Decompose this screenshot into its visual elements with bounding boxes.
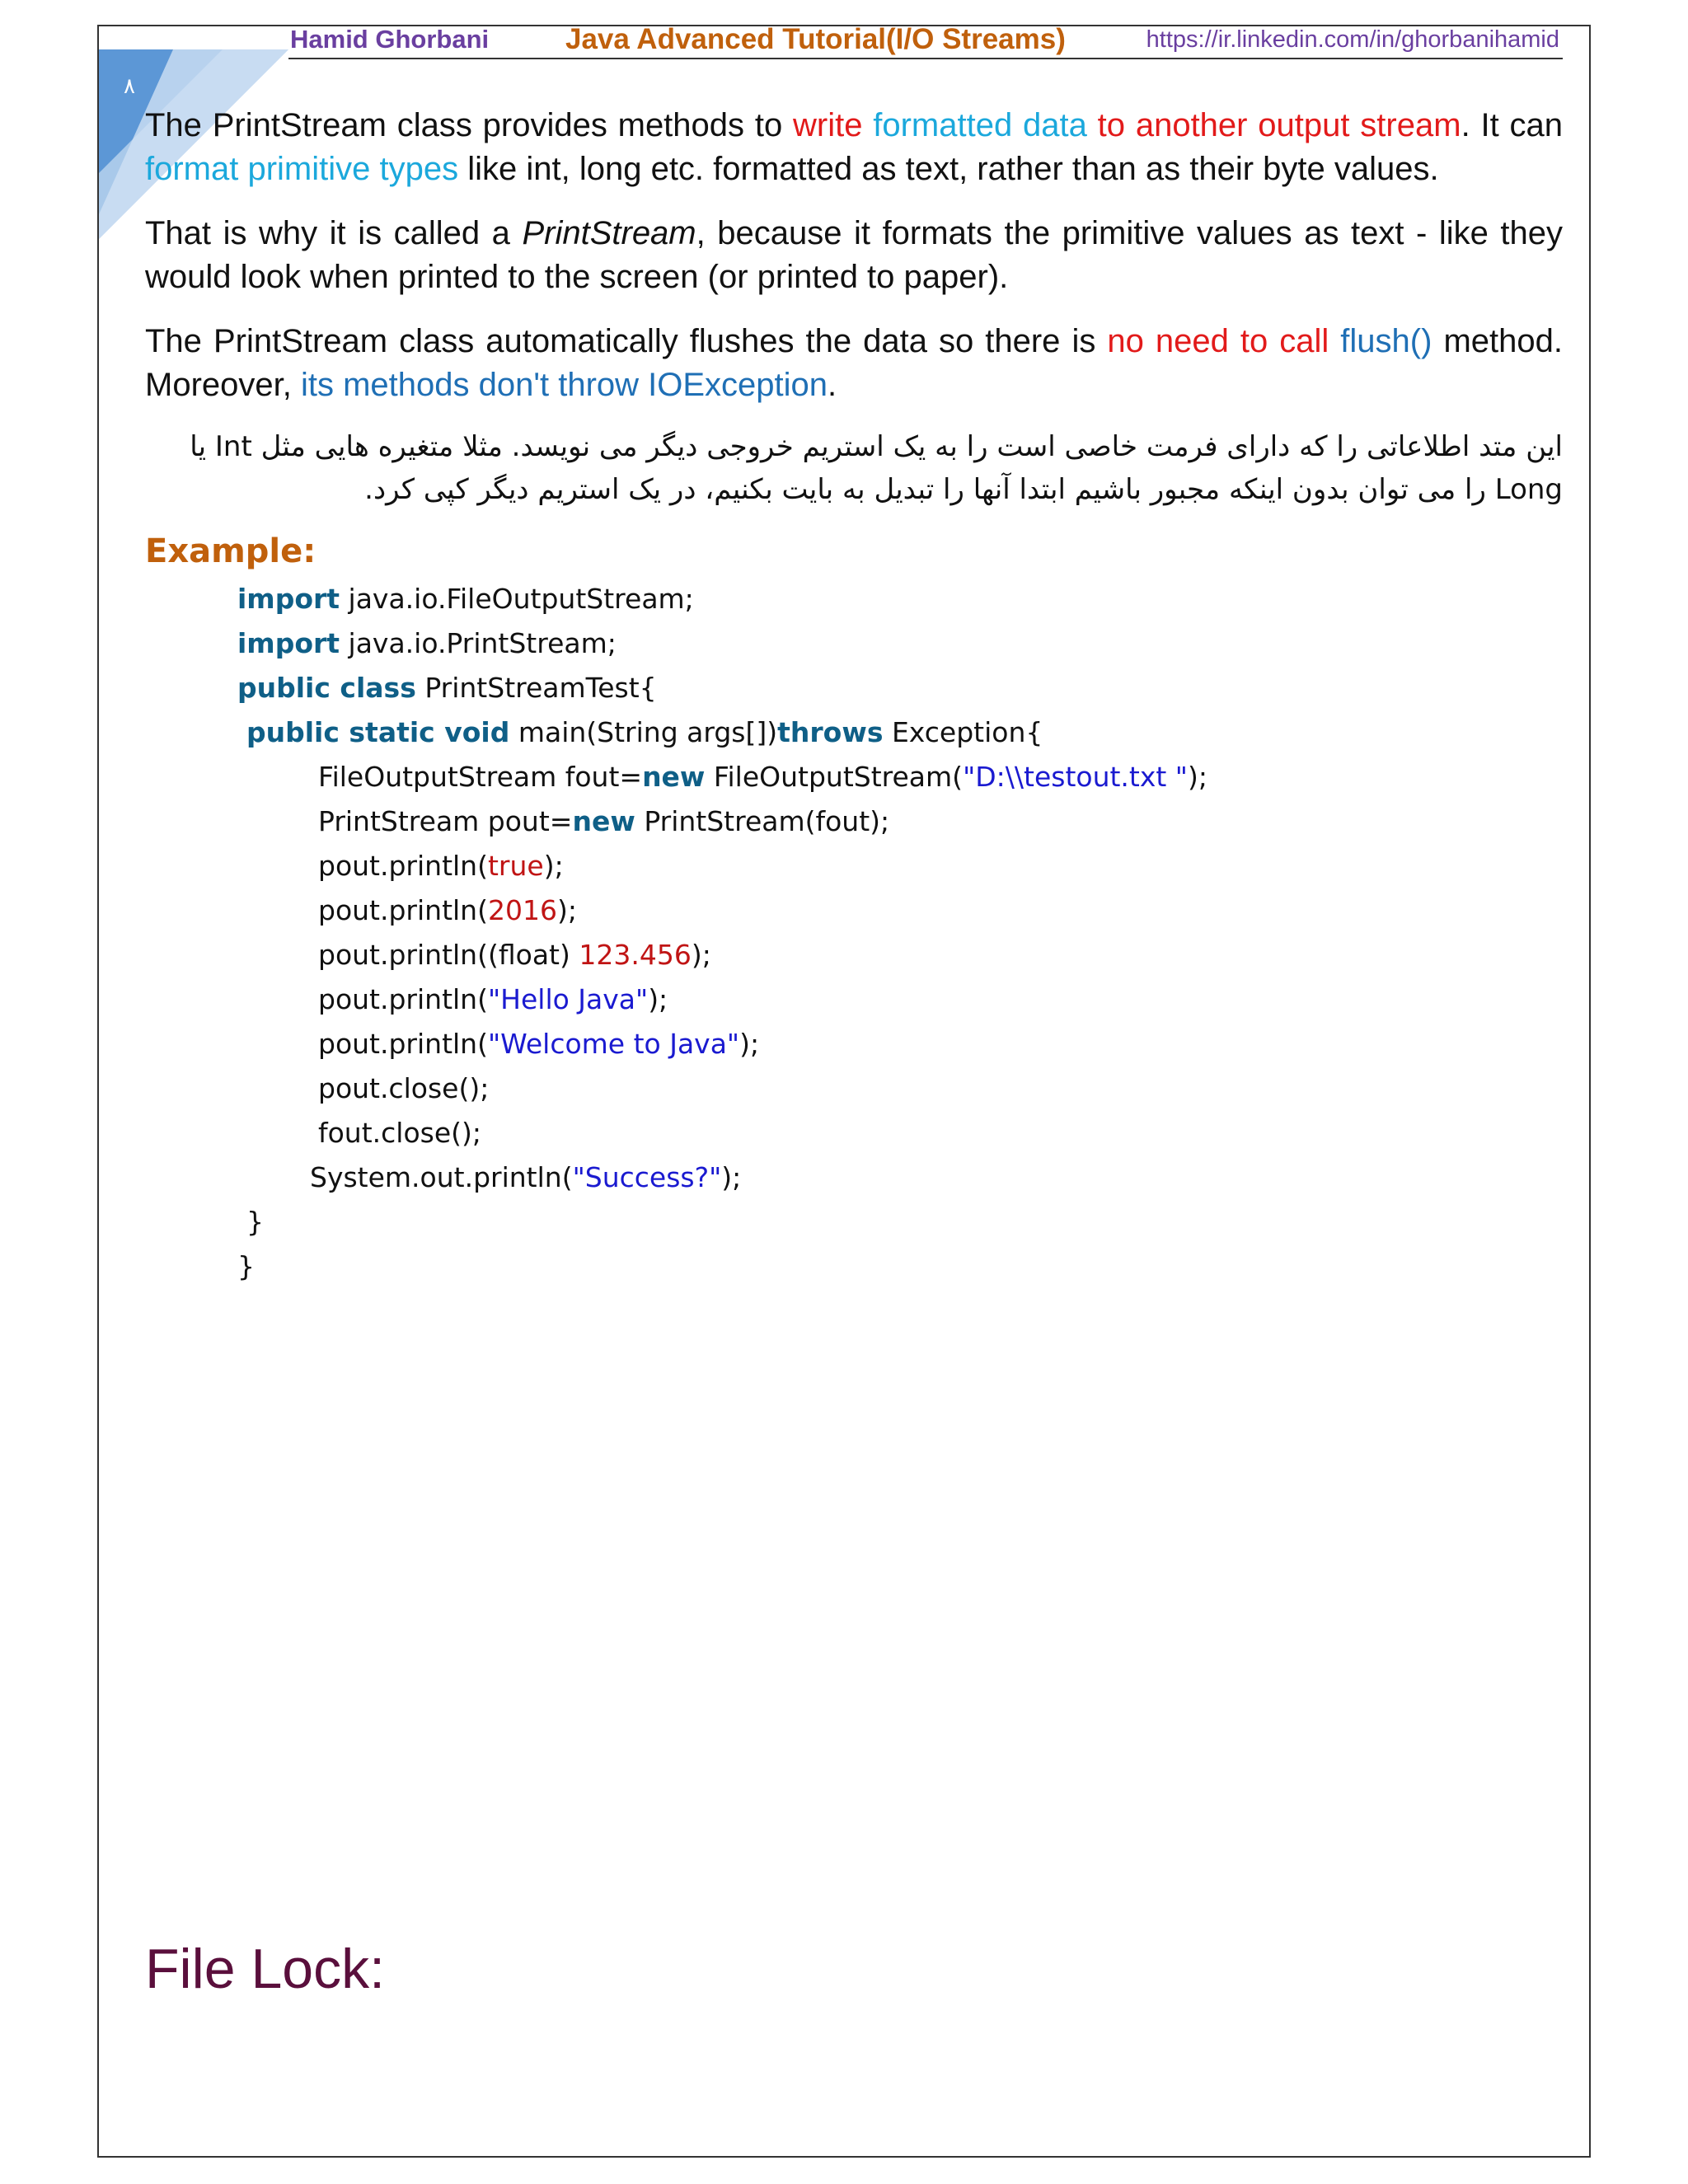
page-header bbox=[288, 25, 1563, 59]
code-line bbox=[318, 888, 577, 933]
text-run: PrintStream bbox=[522, 215, 696, 251]
text-run: The PrintStream class automatically flushes the data so there is bbox=[145, 323, 1108, 359]
code-text: pout.println( bbox=[318, 894, 488, 926]
persian-note: این متد اطلاعاتی را که دارای فرمت خاصی است را به یک استریم خروجی دیگر می نویسد. مثلا متغیره هایی مثل Int یا Long را می توان بدون اینکه مجبور باشیم ابتدا آنها را تبدیل به بایت بکنیم، در یک استریم دیگر کپی کرد. bbox=[190, 430, 1563, 506]
code-line bbox=[318, 755, 1207, 799]
code-text: ); bbox=[543, 850, 564, 882]
text-run: formatted data bbox=[862, 107, 1087, 143]
text-run: , because it formats the primitive values as text - like they would look when printed to the screen (or printed to paper). bbox=[145, 215, 1564, 295]
code-text: ); bbox=[648, 983, 668, 1015]
code-line bbox=[318, 844, 564, 888]
text-run: write bbox=[793, 107, 863, 143]
code-line bbox=[318, 977, 668, 1022]
code-line bbox=[237, 666, 657, 710]
code-string: "Welcome to Java" bbox=[487, 1028, 740, 1060]
text-run: no need to call bbox=[1107, 323, 1329, 359]
text-run: . It can bbox=[1461, 107, 1563, 143]
code-text: System.out.println( bbox=[310, 1161, 573, 1193]
text-run: its methods don't throw IOException bbox=[300, 367, 828, 403]
code-keyword: new bbox=[572, 805, 635, 837]
code-literal: true bbox=[487, 850, 544, 882]
code-line bbox=[246, 710, 1043, 755]
code-text: ); bbox=[691, 939, 711, 971]
code-text: main(String args[]) bbox=[509, 716, 778, 748]
code-keyword: throws bbox=[777, 716, 884, 748]
code-keyword: public class bbox=[237, 672, 416, 704]
code-text: java.io.PrintStream; bbox=[340, 627, 617, 659]
code-text: ); bbox=[556, 894, 577, 926]
text-run: That is why it is called a bbox=[145, 215, 523, 251]
code-string: "D:\\testout.txt " bbox=[963, 761, 1188, 793]
code-text: FileOutputStream( bbox=[705, 761, 964, 793]
code-keyword: import bbox=[237, 583, 340, 615]
text-run: like int, long etc. formatted as text, rather than as their byte values. bbox=[458, 151, 1439, 187]
text-run: flush() bbox=[1329, 323, 1432, 359]
text-run: format primitive types bbox=[145, 151, 459, 187]
code-line bbox=[318, 799, 889, 844]
code-text: java.io.FileOutputStream; bbox=[340, 583, 694, 615]
code-text: ); bbox=[1188, 761, 1207, 793]
code-text: PrintStream pout= bbox=[318, 805, 573, 837]
text-run: The PrintStream class provides methods to bbox=[145, 107, 793, 143]
code-text: pout.println( bbox=[318, 850, 488, 882]
paragraph-why bbox=[145, 212, 1563, 299]
text-run: to another output stream bbox=[1086, 107, 1461, 143]
code-line: } bbox=[237, 1250, 255, 1282]
code-text: pout.println((float) bbox=[318, 939, 579, 971]
code-line: } bbox=[246, 1206, 264, 1238]
paragraph-intro bbox=[145, 104, 1563, 191]
code-keyword: new bbox=[642, 761, 706, 793]
code-line bbox=[237, 621, 617, 666]
code-text: pout.println( bbox=[318, 1028, 488, 1060]
code-line bbox=[318, 933, 711, 977]
header-title: Java Advanced Tutorial(I/O Streams) bbox=[565, 23, 1066, 55]
section-title: File Lock: bbox=[145, 1938, 385, 2000]
paragraph-flush bbox=[145, 320, 1563, 407]
code-text: ); bbox=[721, 1161, 742, 1193]
code-text: FileOutputStream fout= bbox=[318, 761, 643, 793]
header-link[interactable]: https://ir.linkedin.com/in/ghorbanihamid bbox=[1146, 26, 1559, 53]
code-text: PrintStream(fout); bbox=[635, 805, 890, 837]
code-literal: 2016 bbox=[487, 894, 557, 926]
code-text: Exception{ bbox=[883, 716, 1043, 748]
code-text: PrintStreamTest{ bbox=[415, 672, 657, 704]
code-text: pout.println( bbox=[318, 983, 488, 1015]
text-run: . bbox=[828, 367, 837, 403]
text-run: method. Moreover, bbox=[145, 323, 1563, 403]
code-string: "Success?" bbox=[572, 1161, 722, 1193]
header-author: Hamid Ghorbani bbox=[290, 25, 490, 54]
code-line bbox=[318, 1022, 759, 1066]
example-label: Example: bbox=[145, 532, 316, 570]
code-keyword: import bbox=[237, 627, 340, 659]
code-line bbox=[237, 577, 694, 621]
code-keyword: public static void bbox=[246, 716, 510, 748]
code-string: "Hello Java" bbox=[487, 983, 649, 1015]
code-literal: 123.456 bbox=[579, 939, 692, 971]
code-text: ); bbox=[739, 1028, 760, 1060]
code-line: fout.close(); bbox=[318, 1117, 482, 1149]
page-number: ٨ bbox=[124, 74, 135, 99]
code-line bbox=[310, 1155, 741, 1200]
code-line: pout.close(); bbox=[318, 1072, 490, 1104]
